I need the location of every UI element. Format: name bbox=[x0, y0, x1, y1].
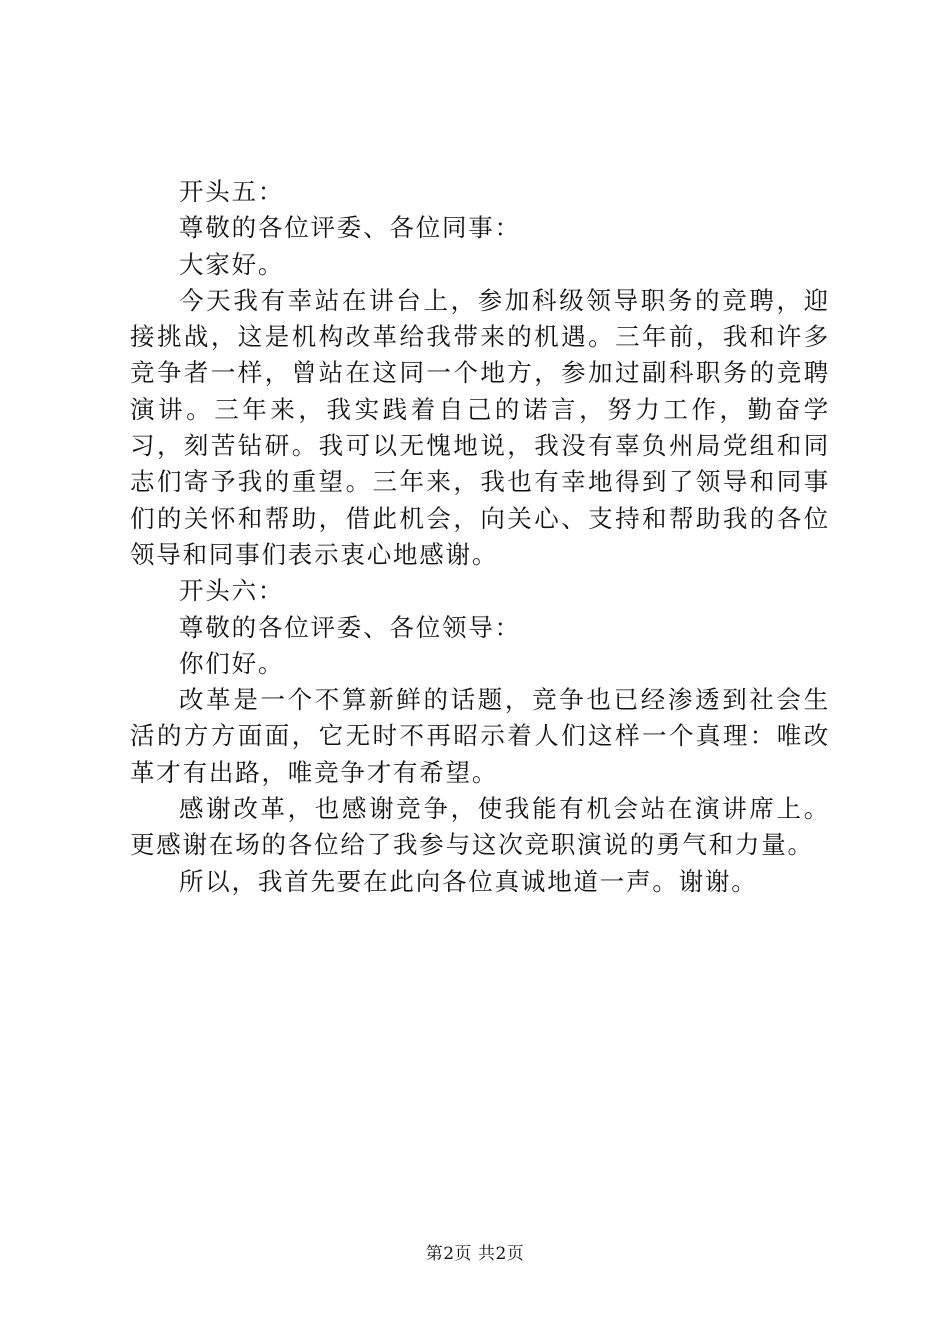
heading-opening-six: 开头六： bbox=[179, 576, 285, 606]
salutation-judges-colleagues: 尊敬的各位评委、各位同事： bbox=[179, 213, 521, 243]
paragraph-closing-thanks: 所以，我首先要在此向各位真诚地道一声。谢谢。 bbox=[179, 866, 758, 896]
page-number-footer: 第2页 共2页 bbox=[425, 1244, 525, 1264]
greeting-hello-everyone: 大家好。 bbox=[179, 249, 285, 279]
paragraph-opening-five-body: 今天我有幸站在讲台上，参加科级领导职务的竞聘，迎接挑战，这是机构改革给我带来的机遇。三年前，我和许多竞争者一样，曾站在这同一个地方，参加过副科职务的竞聘演讲。三年来，我实践着自己的诺言，努力工作，勤奋学习，刻苦钻研。我可以无愧地说，我没有辜负州局党组和同志们寄予我的重望。三年来，我也有幸地得到了领导和同事们的关怀和帮助，借此机会，向关心、支持和帮助我的各位领导和同事们表示衷心地感谢。 bbox=[130, 285, 830, 569]
paragraph-thanks-reform: 感谢改革，也感谢竞争，使我能有机会站在演讲席上。更感谢在场的各位给了我参与这次竞职演说的勇气和力量。 bbox=[130, 794, 830, 860]
paragraph-reform-competition: 改革是一个不算新鲜的话题，竞争也已经渗透到社会生活的方方面面，它无时不再昭示着人们这样一个真理：唯改革才有出路，唯竞争才有希望。 bbox=[130, 685, 830, 787]
document-body bbox=[130, 174, 830, 900]
salutation-judges-leaders: 尊敬的各位评委、各位领导： bbox=[179, 612, 521, 642]
heading-opening-five: 开头五： bbox=[179, 177, 285, 206]
greeting-hello-you: 你们好。 bbox=[179, 648, 285, 678]
